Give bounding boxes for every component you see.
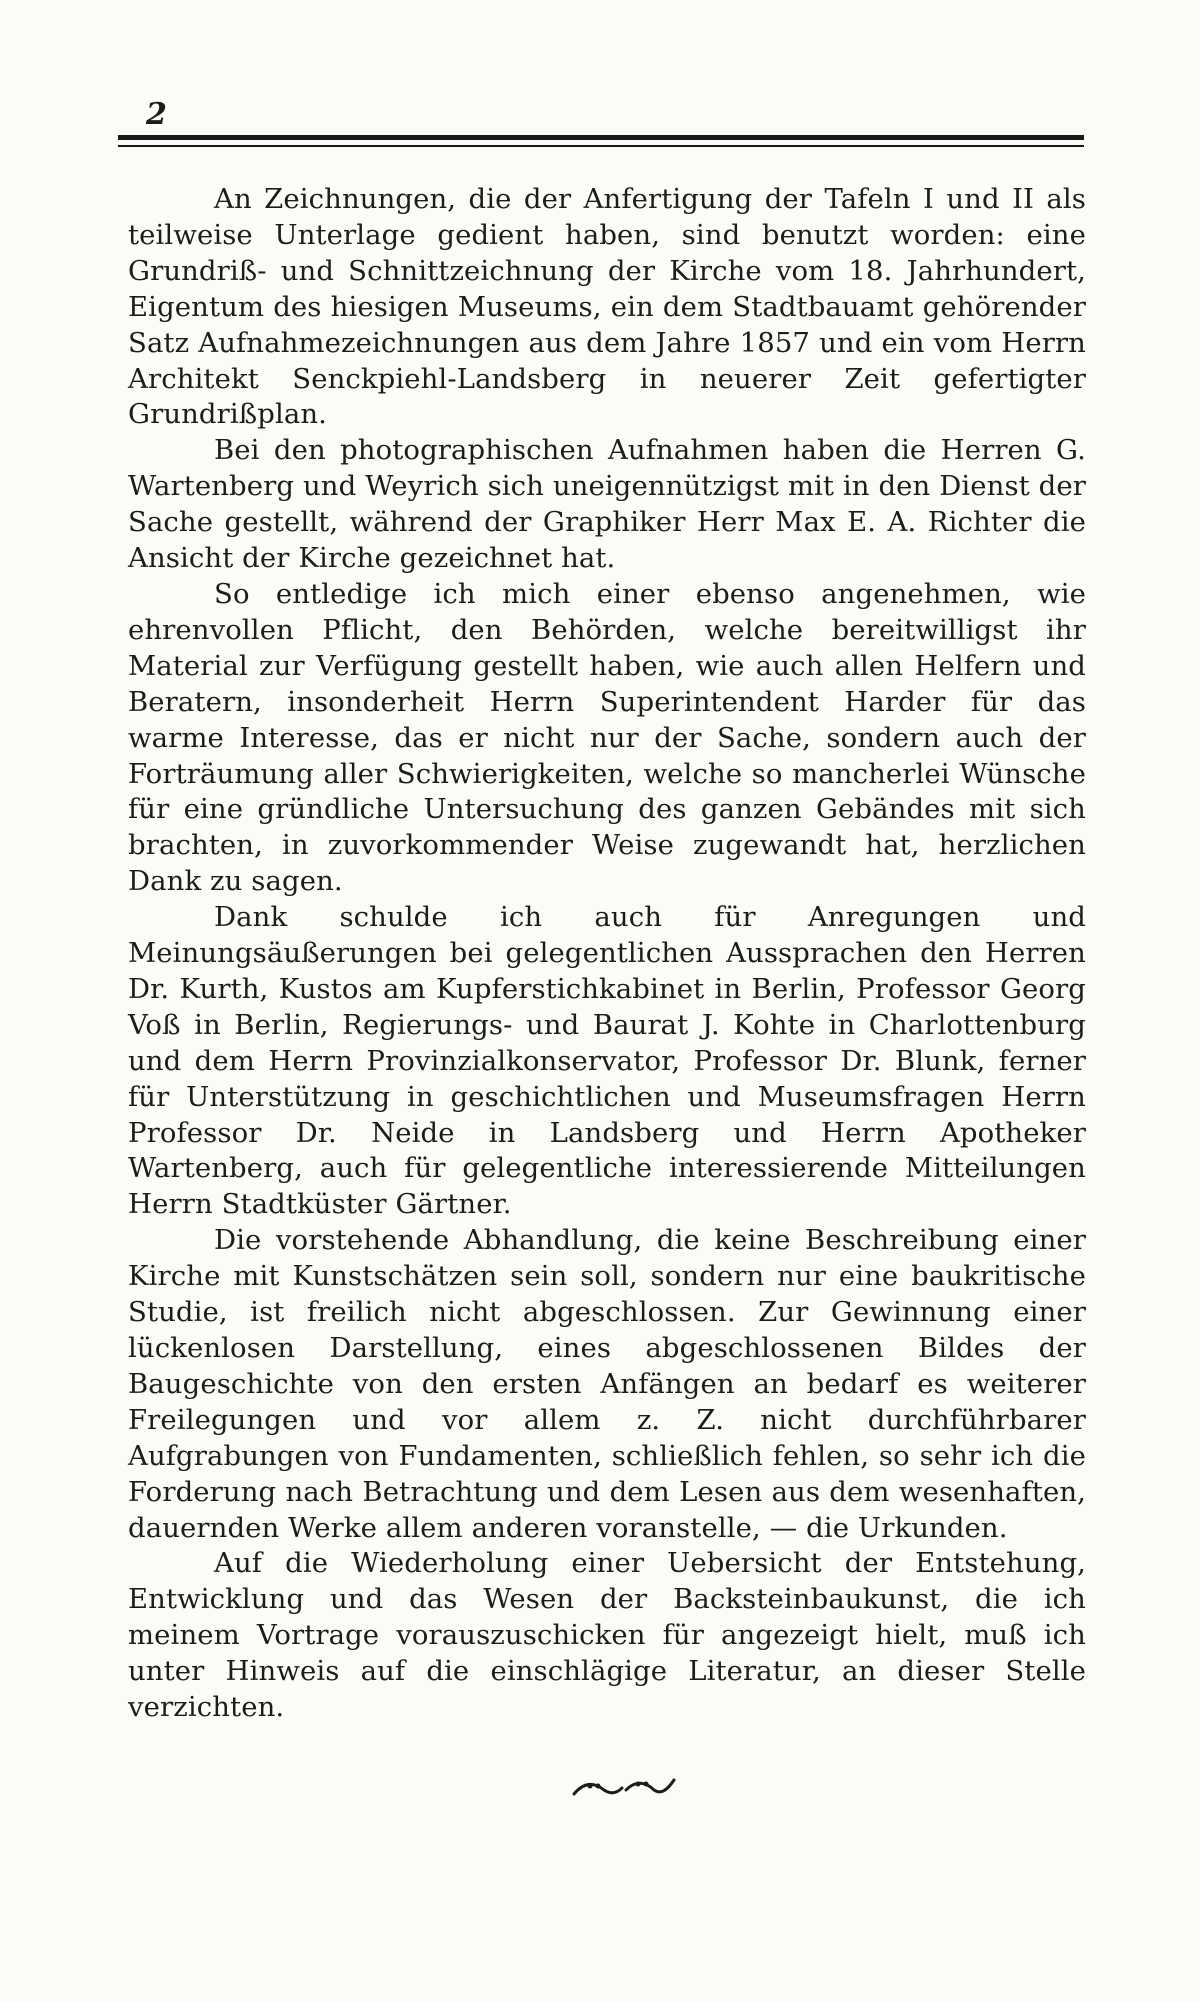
paragraph-thanks: Dank schulde ich auch für Anregungen und Meinungsäußerungen bei gelegentlichen Aussprachen den Herren Dr. Kurth, Kustos am Kupferstichkabinet in Berlin, Professor Georg Voß in Berlin, Regierungs- und Baurat J. Kohte in Charlottenburg und dem Herrn Provinzialkonservator, Professor Dr. Blunk, ferner für Unterstützung in geschichtlichen und Museumsfragen Herrn Professor Dr. Neide in Landsberg und Herrn Apotheker Wartenberg, auch für gelegentliche interessierende Mitteilungen Herrn Stadtküster Gärtner. [128,901,1086,1221]
paragraph-acknowledgments: So entledige ich mich einer ebenso angenehmen, wie ehrenvollen Pflicht, den Behörden, welche bereitwilligst ihr Material zur Verfügung gestellt haben, wie auch allen Helfern und Beratern, insonderheit Herrn Superintendent Harder für das warme Interesse, das er nicht nur der Sache, sondern auch der Forträumung aller Schwierigkeiten, welche so mancherlei Wünsche für eine gründliche Untersuchung des ganzen Gebändes mit sich brachten, in zuvorkommender Weise zugewandt hat, herzlichen Dank zu sagen. [128,577,1086,898]
paragraph-study-note: Die vorstehende Abhandlung, die keine Beschreibung einer Kirche mit Kunstschätzen sein soll, sondern nur eine baukritische Studie, ist freilich nicht abgeschlossen. Zur Gewinnung einer lückenlosen Darstellung, eines abgeschlossenen Bildes der Baugeschichte von den ersten Anfängen an bedarf es weiterer Freilegungen und vor allem z. Z. nicht durchführbarer Aufgrabungen von Fundamenten, schließlich fehlen, so sehr ich die Forderung nach Betrachtung und dem Lesen aus dem wesenhaften, dauernden Werke allem anderen voranstelle, — die Urkunden. [128,1224,1086,1544]
paragraph-drawings: An Zeichnungen, die der Anfertigung der Tafeln I und II als teilweise Unterlage gedient haben, sind benutzt worden: eine Grundriß- und Schnittzeichnung der Kirche vom 18. Jahrhundert, Eigentum des hiesigen Museums, ein dem Stadtbauamt gehörender Satz Aufnahmezeichnungen aus dem Jahre 1857 und ein vom Herrn Architekt Senckpiehl-Landsberg in neuerer Zeit gefertigter Grundrißplan. [128,183,1086,431]
page-number: 2 [146,97,167,132]
paragraph-photographs: Bei den photographischen Aufnahmen haben die Herren G. Wartenberg und Weyrich sich uneigennützigst mit in den Dienst der Sache gestellt, während der Graphiker Herr Max E. A. Richter die Ansicht der Kirche gezeichnet hat. [128,434,1086,575]
header-rule-thick [118,135,1084,140]
body-text [128,182,1086,1726]
header-rule [118,135,1084,147]
end-of-text-flourish-icon [570,1772,680,1802]
paragraph-literature: Auf die Wiederholung einer Uebersicht der Entstehung, Entwicklung und das Wesen der Backsteinbaukunst, die ich meinem Vortrage vorauszuschicken für angezeigt hielt, muß ich unter Hinweis auf die einschlägige Literatur, an dieser Stelle verzichten. [128,1547,1086,1724]
header-rule-thin [118,145,1084,147]
